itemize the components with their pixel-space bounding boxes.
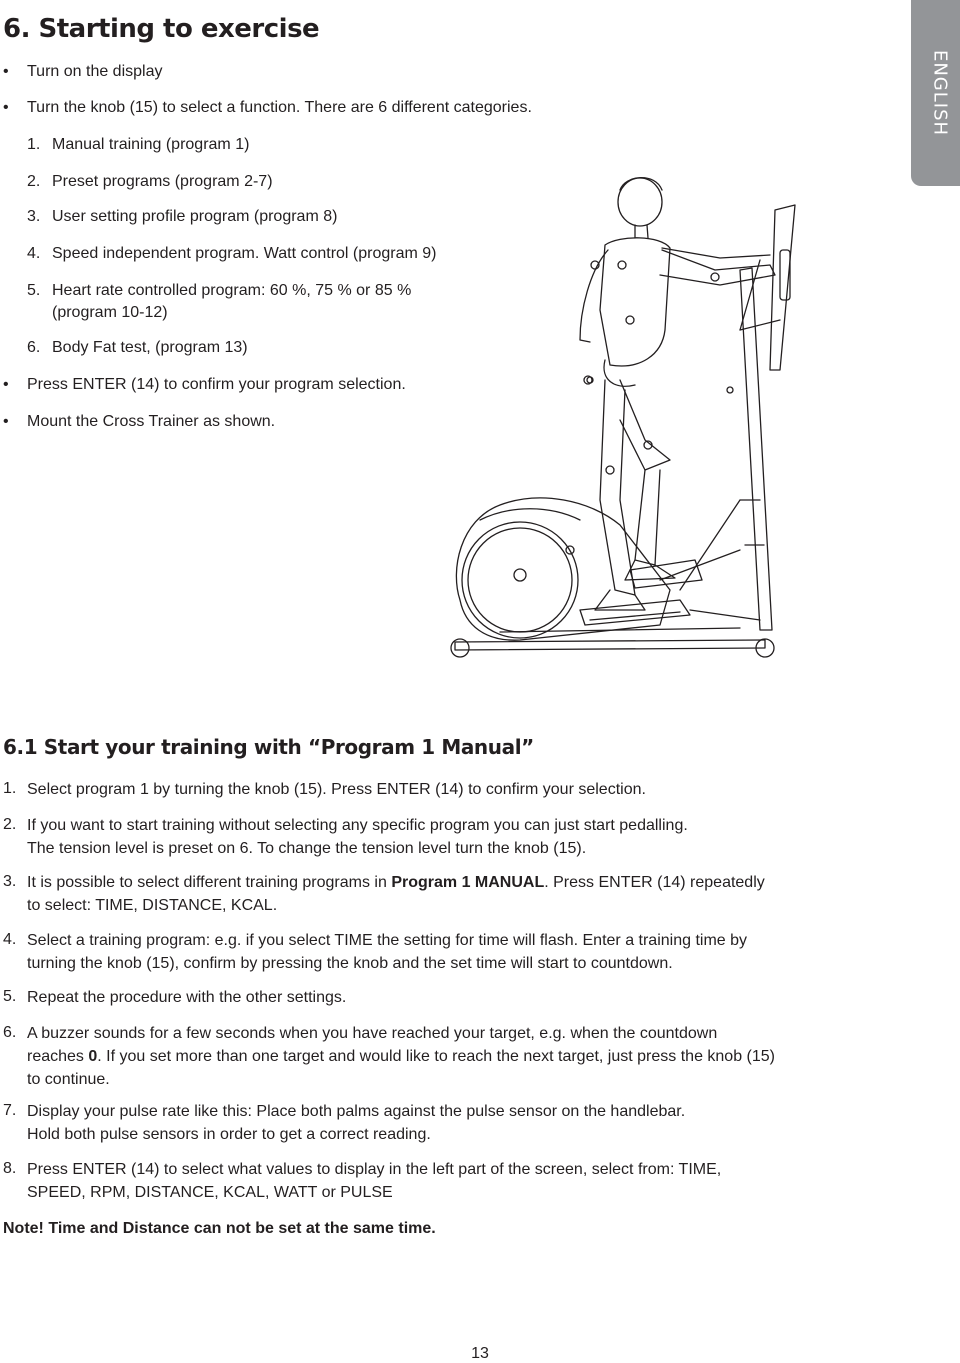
step-number: 4. [3, 931, 17, 948]
step-7-line-1: Display your pulse rate like this: Place both palms against the pulse sensor on the handlebar. [27, 1103, 686, 1120]
category-item: Manual training (program 1) [52, 136, 250, 153]
step-3-line-1b: . Press ENTER (14) repeatedly [544, 874, 765, 891]
category-number: 2. [27, 173, 41, 190]
step-number: 7. [3, 1102, 17, 1119]
step-text [27, 1158, 887, 1204]
step-text [27, 929, 887, 975]
category-number: 3. [27, 208, 41, 225]
step-3-bold: Program 1 MANUAL [391, 874, 545, 891]
bullet-item: Turn the knob (15) to select a function. There are 6 different categories. [27, 99, 532, 116]
step-7-line-2: Hold both pulse sensors in order to get a correct reading. [27, 1126, 431, 1143]
cross-trainer-illustration [440, 170, 800, 670]
note-text: Note! Time and Distance can not be set at the same time. [3, 1220, 436, 1237]
step-4-line-1: Select a training program: e.g. if you select TIME the setting for time will flash. Enter a training time by [27, 932, 748, 949]
step-8-line-2: SPEED, RPM, DISTANCE, KCAL, WATT or PULSE [27, 1184, 393, 1201]
category-item: Speed independent program. Watt control (program 9) [52, 245, 437, 262]
step-6-line-1: A buzzer sounds for a few seconds when you have reached your target, e.g. when the countdown [27, 1025, 718, 1042]
step-6-line-2b: . If you set more than one target and would like to reach the next target, just press the knob (15) [97, 1048, 775, 1065]
step-text [27, 1022, 887, 1091]
step-text [27, 814, 887, 860]
step-text [27, 986, 887, 1009]
category-item: Heart rate controlled program: 60 %, 75 % or 85 % [52, 282, 412, 299]
step-3-line-2: to select: TIME, DISTANCE, KCAL. [27, 897, 278, 914]
step-3-line-1a: It is possible to select different training programs in [27, 874, 392, 891]
step-number: 2. [3, 816, 17, 833]
category-number: 4. [27, 245, 41, 262]
step-number: 8. [3, 1160, 17, 1177]
step-4-line-2: turning the knob (15), confirm by pressing the knob and the set time will start to countdown. [27, 955, 673, 972]
language-tab [911, 0, 960, 186]
step-text [27, 778, 887, 801]
section-subheading: 6.1 Start your training with “Program 1 Manual” [3, 735, 534, 759]
category-item: User setting profile program (program 8) [52, 208, 338, 225]
category-number: 1. [27, 136, 41, 153]
language-tab-label: ENGLISH [929, 49, 951, 137]
step-5-text: Repeat the procedure with the other settings. [27, 989, 347, 1006]
step-number: 1. [3, 780, 17, 797]
bullet-item: Press ENTER (14) to confirm your program selection. [27, 376, 406, 393]
step-1-text: Select program 1 by turning the knob (15). Press ENTER (14) to confirm your selection. [27, 781, 646, 798]
category-number: 6. [27, 339, 41, 356]
step-text [27, 871, 887, 917]
step-2-line-1: If you want to start training without selecting any specific program you can just start pedalling. [27, 817, 688, 834]
step-6-line-3: to continue. [27, 1071, 110, 1088]
bullet-icon: • [3, 413, 9, 430]
bullet-icon: • [3, 99, 9, 116]
step-6-line-2a: reaches [27, 1048, 89, 1065]
category-item: Body Fat test, (program 13) [52, 339, 248, 356]
bullet-item: Turn on the display [27, 63, 163, 80]
step-6-bold: 0 [88, 1048, 98, 1065]
category-item-continued: (program 10-12) [52, 304, 168, 321]
step-2-line-2: The tension level is preset on 6. To change the tension level turn the knob (15). [27, 840, 587, 857]
step-number: 5. [3, 988, 17, 1005]
bullet-item: Mount the Cross Trainer as shown. [27, 413, 276, 430]
page-heading: 6. Starting to exercise [3, 14, 320, 44]
step-number: 6. [3, 1024, 17, 1041]
step-text [27, 1100, 887, 1146]
category-item: Preset programs (program 2-7) [52, 173, 273, 190]
bullet-icon: • [3, 63, 9, 80]
step-8-line-1: Press ENTER (14) to select what values to display in the left part of the screen, select from: TIME, [27, 1161, 722, 1178]
step-number: 3. [3, 873, 17, 890]
page-number: 13 [471, 1345, 489, 1362]
bullet-icon: • [3, 376, 9, 393]
category-number: 5. [27, 282, 41, 299]
